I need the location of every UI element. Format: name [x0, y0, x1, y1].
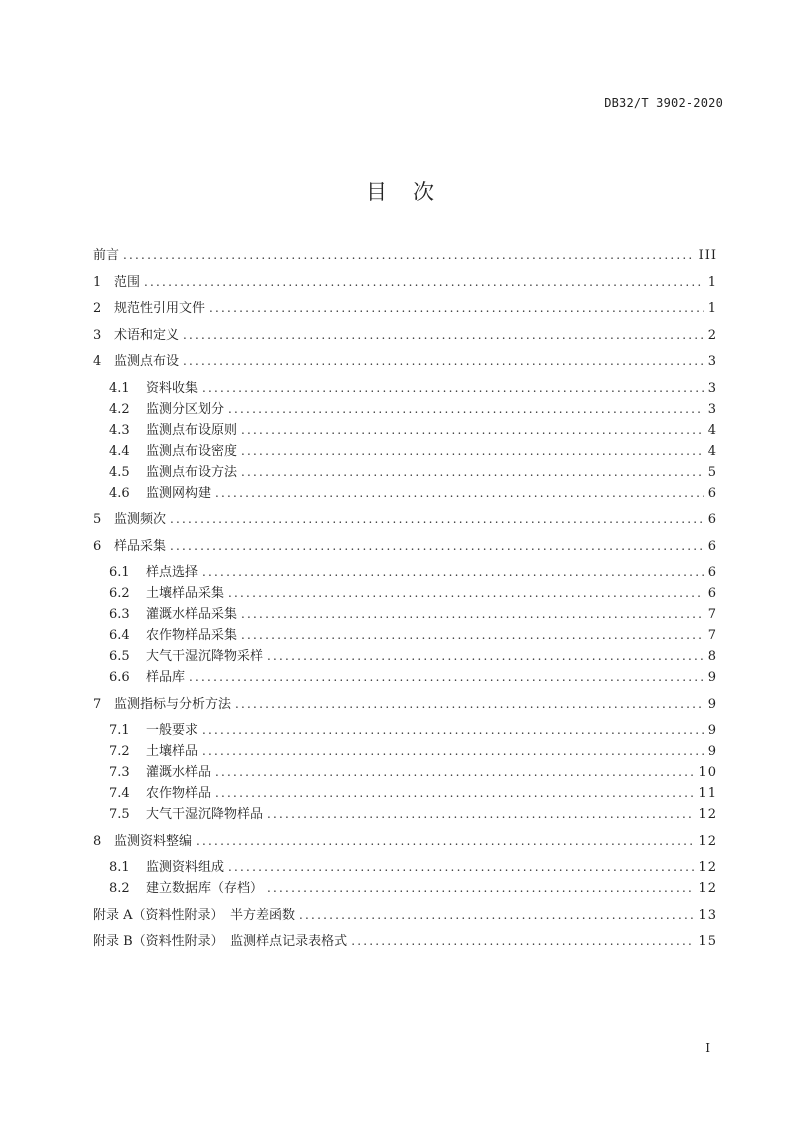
- toc-entry-page: 9: [707, 696, 717, 712]
- toc-entry[interactable]: [93, 242, 717, 263]
- toc-entry-label: 监测资料组成: [146, 860, 225, 875]
- toc-entry-page: 12: [698, 881, 717, 896]
- toc-entry-number: 4.4: [109, 443, 130, 459]
- toc-entry[interactable]: [93, 438, 717, 459]
- toc-entry-number: 7.3: [109, 765, 130, 780]
- toc-entry-number: 4: [93, 354, 102, 369]
- toc-entry-number: 7: [93, 696, 102, 712]
- toc-entry-page: 6: [707, 565, 717, 580]
- toc-entry-number: 7.4: [109, 786, 130, 801]
- toc-leader-dots: [189, 670, 704, 685]
- toc-entry-number: 4.3: [109, 422, 130, 438]
- toc-entry[interactable]: [93, 459, 717, 480]
- toc-entry-number: 6.5: [109, 649, 130, 664]
- toc-entry-label: 附录 A（资料性附录） 半方差函数: [93, 907, 296, 923]
- toc-entry[interactable]: [93, 322, 717, 343]
- toc-entry-page: 6: [707, 512, 717, 527]
- toc-entry-label: 一般要求: [146, 723, 199, 738]
- toc-entry-page: 1: [707, 274, 717, 290]
- toc-entry[interactable]: [93, 875, 717, 896]
- toc-leader-dots: [241, 628, 704, 643]
- toc-entry[interactable]: [93, 780, 717, 801]
- toc-leader-dots: [196, 834, 694, 849]
- toc-entry[interactable]: [93, 417, 717, 438]
- toc-entry-number: 5: [93, 512, 102, 527]
- toc-entry-page: 9: [707, 744, 717, 759]
- toc-entry-number: 3: [93, 327, 102, 343]
- toc-entry-label: 土壤样品: [146, 744, 199, 759]
- toc-entry-page: 11: [698, 786, 717, 801]
- toc-leader-dots: [299, 908, 694, 923]
- toc-leader-dots: [267, 881, 694, 896]
- toc-entry[interactable]: [93, 396, 717, 417]
- toc-leader-dots: [241, 423, 704, 438]
- toc-entry-page: 13: [698, 907, 717, 923]
- toc-entry-page: 4: [707, 443, 717, 459]
- toc-entry-page: 12: [698, 807, 717, 822]
- toc-leader-dots: [215, 786, 694, 801]
- toc-entry[interactable]: [93, 559, 717, 580]
- page-number: I: [705, 1041, 710, 1055]
- toc-entry[interactable]: [93, 348, 717, 369]
- toc-entry-page: 10: [698, 765, 717, 780]
- toc-entry[interactable]: [93, 828, 717, 849]
- toc-entry-number: 6: [93, 538, 102, 554]
- toc-entry-number: 6.6: [109, 670, 130, 685]
- toc-entry[interactable]: [93, 643, 717, 664]
- toc-leader-dots: [267, 807, 694, 822]
- toc-entry-label: 样点选择: [146, 565, 199, 580]
- toc-entry-page: 4: [707, 422, 717, 438]
- toc-entry-page: 12: [698, 860, 717, 875]
- toc-entry-label: 土壤样品采集: [146, 586, 225, 601]
- toc-entry-page: 7: [707, 607, 717, 622]
- toc-entry-label: 监测资料整编: [114, 833, 193, 849]
- toc-entry-page: III: [698, 248, 717, 263]
- toc-entry[interactable]: [93, 801, 717, 822]
- toc-leader-dots: [202, 723, 704, 738]
- toc-leader-dots: [202, 381, 704, 396]
- toc-entry-page: 6: [707, 485, 717, 501]
- toc-entry-page: 8: [707, 649, 717, 664]
- toc-entry-number: 8.1: [109, 860, 130, 875]
- toc-entry-page: 12: [698, 833, 717, 849]
- toc-entry-number: 4.6: [109, 485, 130, 501]
- toc-entry[interactable]: [93, 375, 717, 396]
- toc-leader-dots: [215, 486, 704, 501]
- toc-entry[interactable]: [93, 759, 717, 780]
- toc-entry-page: 15: [698, 934, 717, 949]
- toc-leader-dots: [209, 301, 704, 316]
- toc-leader-dots: [183, 354, 704, 369]
- toc-entry-label: 附录 B（资料性附录） 监测样点记录表格式: [93, 934, 348, 949]
- toc-leader-dots: [267, 649, 704, 664]
- toc-entry[interactable]: [93, 601, 717, 622]
- toc-leader-dots: [351, 934, 694, 949]
- toc-entry-number: 6.4: [109, 628, 130, 643]
- toc-leader-dots: [170, 539, 704, 554]
- toc-entry-label: 范围: [114, 274, 141, 290]
- toc-entry-label: 监测点布设原则: [146, 422, 238, 438]
- toc-entry-label: 监测网构建: [146, 485, 212, 501]
- toc-entry-page: 9: [707, 723, 717, 738]
- toc-entry[interactable]: [93, 738, 717, 759]
- toc-entry-label: 监测频次: [114, 512, 167, 527]
- toc-leader-dots: [241, 465, 704, 480]
- toc-entry-label: 大气干湿沉降物样品: [146, 807, 264, 822]
- toc-entry-page: 3: [707, 380, 717, 396]
- toc-entry-label: 灌溉水样品采集: [146, 607, 238, 622]
- toc-entry[interactable]: [93, 664, 717, 685]
- toc-entry[interactable]: [93, 480, 717, 501]
- toc-entry-label: 监测点布设方法: [146, 464, 238, 480]
- toc-entry-label: 监测点布设: [114, 354, 180, 369]
- toc-entry-label: 灌溉水样品: [146, 765, 212, 780]
- toc-leader-dots: [228, 402, 704, 417]
- toc-entry-label: 监测点布设密度: [146, 443, 238, 459]
- toc-entry-page: 6: [707, 586, 717, 601]
- title-char-1: 目: [366, 180, 387, 204]
- toc-entry[interactable]: [93, 691, 717, 712]
- toc-entry[interactable]: [93, 533, 717, 554]
- toc-entry[interactable]: [93, 717, 717, 738]
- toc-entry-page: 9: [707, 670, 717, 685]
- toc-entry-number: 8.2: [109, 881, 130, 896]
- toc-leader-dots: [170, 512, 704, 527]
- toc-entry-number: 6.1: [109, 565, 130, 580]
- toc-entry-number: 7.5: [109, 807, 130, 822]
- toc-leader-dots: [144, 275, 704, 290]
- toc-entry-label: 样品采集: [114, 538, 167, 554]
- toc-entry-label: 监测分区划分: [146, 401, 225, 417]
- toc-leader-dots: [228, 586, 704, 601]
- toc-leader-dots: [241, 607, 704, 622]
- toc-entry-label: 农作物样品采集: [146, 628, 238, 643]
- toc-entry-number: 4.5: [109, 464, 130, 480]
- toc-entry-page: 7: [707, 628, 717, 643]
- toc-entry-number: 1: [93, 274, 102, 290]
- toc-entry-page: 1: [707, 301, 717, 316]
- toc-entry-page: 3: [707, 401, 717, 417]
- toc-entry-number: 7.1: [109, 723, 130, 738]
- toc-entry-page: 6: [707, 538, 717, 554]
- toc-entry-label: 样品库: [146, 670, 186, 685]
- toc-entry-number: 2: [93, 301, 102, 316]
- toc-entry-label: 监测指标与分析方法: [114, 696, 232, 712]
- toc-entry-label: 规范性引用文件: [114, 301, 206, 316]
- toc-entry[interactable]: [93, 902, 717, 923]
- toc-entry-label: 农作物样品: [146, 786, 212, 801]
- toc-leader-dots: [241, 444, 704, 459]
- toc-entry-number: 6.2: [109, 586, 130, 601]
- toc-leader-dots: [202, 565, 704, 580]
- toc-leader-dots: [202, 744, 704, 759]
- page-title: [0, 176, 800, 206]
- toc-entry-page: 5: [707, 464, 717, 480]
- toc-entry-number: 4.2: [109, 401, 130, 417]
- toc-leader-dots: [183, 328, 704, 343]
- toc-entry[interactable]: [93, 928, 717, 949]
- toc-entry-label: 资料收集: [146, 380, 199, 396]
- toc-entry-number: 4.1: [109, 380, 130, 396]
- toc-entry[interactable]: [93, 580, 717, 601]
- toc-leader-dots: [228, 860, 694, 875]
- toc-entry[interactable]: [93, 506, 717, 527]
- toc-entry[interactable]: [93, 269, 717, 290]
- toc-entry-page: 2: [707, 327, 717, 343]
- toc-entry[interactable]: [93, 295, 717, 316]
- title-char-2: 次: [413, 180, 434, 204]
- toc-entry[interactable]: [93, 622, 717, 643]
- toc-entry-label: 建立数据库（存档）: [146, 881, 264, 896]
- toc-entry-label: 术语和定义: [114, 327, 180, 343]
- toc-leader-dots: [123, 248, 695, 263]
- toc-entry-number: 7.2: [109, 744, 130, 759]
- toc-entry-number: 6.3: [109, 607, 130, 622]
- toc-entry-label: 大气干湿沉降物采样: [146, 649, 264, 664]
- table-of-contents: [93, 242, 717, 949]
- toc-entry[interactable]: [93, 854, 717, 875]
- toc-leader-dots: [235, 697, 704, 712]
- toc-entry-page: 3: [707, 354, 717, 369]
- toc-entry-label: 前言: [93, 248, 120, 263]
- toc-entry-number: 8: [93, 833, 102, 849]
- toc-leader-dots: [215, 765, 694, 780]
- document-code: DB32/T 3902-2020: [604, 96, 723, 110]
